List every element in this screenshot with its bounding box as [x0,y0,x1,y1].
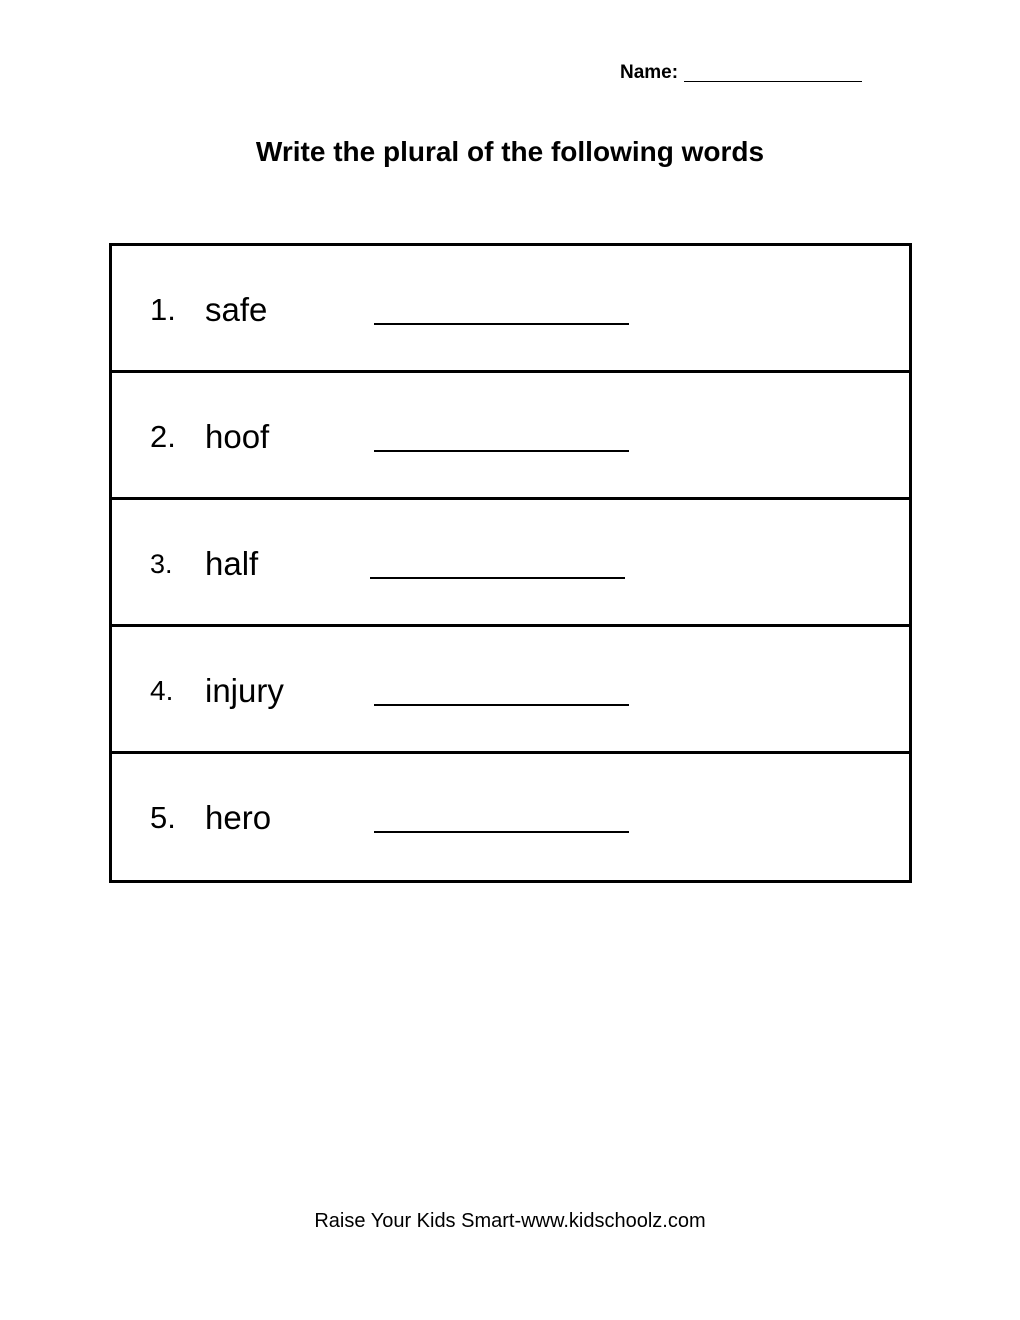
table-row [112,246,909,373]
item-number: 1. [150,292,176,327]
item-number: 2. [150,419,176,454]
table-row [112,627,909,754]
answer-blank[interactable] [374,704,629,706]
word-table [109,243,912,883]
item-number: 5. [150,800,176,835]
item-number: 4. [150,675,174,706]
name-blank-line[interactable] [684,63,862,82]
name-field [620,62,862,84]
item-number: 3. [150,549,173,579]
name-label: Name: [620,62,679,83]
footer-credit: Raise Your Kids Smart-www.kidschoolz.com [314,1210,706,1232]
item-word: hoof [205,418,270,455]
table-row [112,500,909,627]
answer-blank[interactable] [374,450,629,452]
table-row [112,373,909,500]
item-word: half [205,545,259,582]
table-row [112,754,909,880]
item-word: hero [205,799,272,836]
answer-blank[interactable] [370,577,625,579]
answer-blank[interactable] [374,831,629,833]
item-word: safe [205,291,268,328]
item-word: injury [205,672,284,709]
worksheet-title: Write the plural of the following words [255,136,765,167]
answer-blank[interactable] [374,323,629,325]
